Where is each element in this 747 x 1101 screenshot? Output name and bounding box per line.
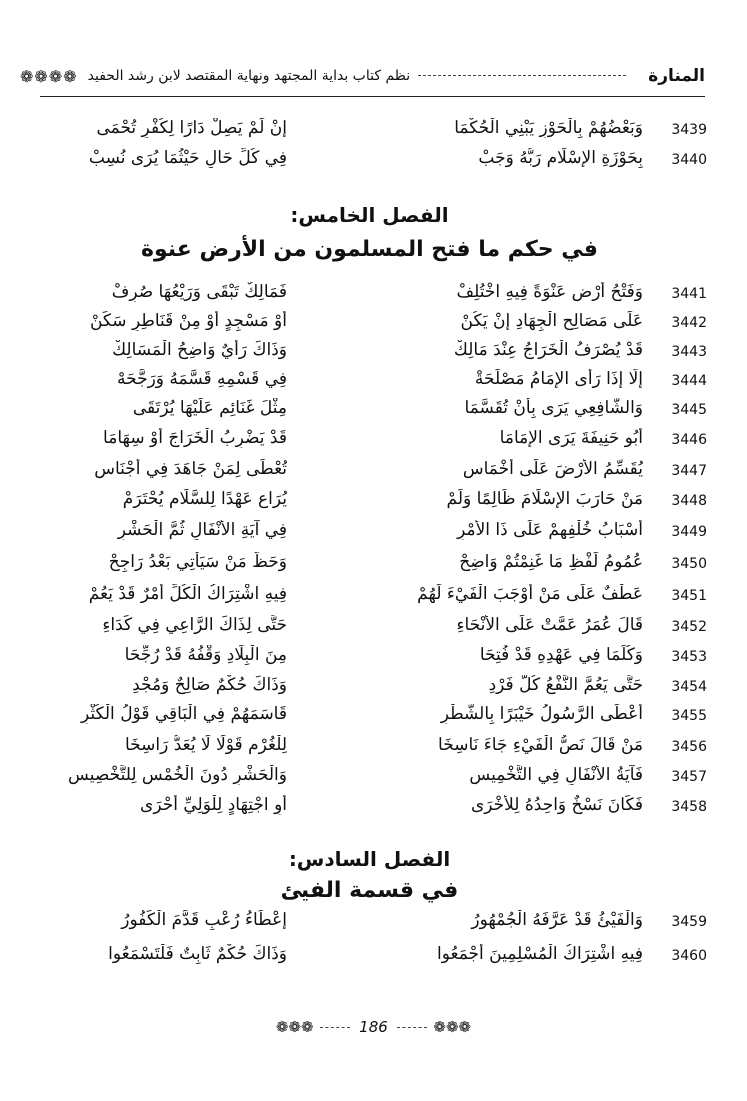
verse-first-hemistich: عَلَى مَصَالِحِ الْجِهَادِ إِنْ يَكُنْ (460, 311, 643, 331)
verse-number: 3451 (671, 588, 707, 604)
verse-row (32, 459, 707, 489)
verse-second-hemistich: أَوِ اجْتِهَادٍ لِلْوَلِيِّ أَحْرَى (140, 795, 287, 815)
verse-first-hemistich: أَسْبَابُ خُلْفِهِمْ عَلَى ذَا الأَمْرِ (457, 520, 643, 540)
verse-second-hemistich: وَالْحَشْرِ دُونَ الْخُمْسِ لِلتَّخْصِيسِ (68, 765, 287, 785)
verse-first-hemistich: يُقَسِّمُ الأَرْضَ عَلَى أَخْمَاسِ (462, 459, 643, 479)
verse-second-hemistich: فِي كُلِّ حَالٍ حَيْثُمَا يُرَى نُسِبْ (88, 148, 287, 168)
verse-first-hemistich: قَدْ يُصْرَفُ الْخَرَاجُ عِنْدَ مَالِكْ (453, 340, 643, 360)
verse-second-hemistich: وَذَاكَ حُكْمٌ ثَابِتٌ فَلْتَسْمَعُوا (108, 944, 287, 964)
verse-row (32, 584, 707, 614)
verse-second-hemistich: مِثْلَ غَنَائِمٍ عَلَيْهَا يُرْتَقَى (132, 398, 287, 418)
verse-row (32, 148, 707, 178)
verse-row (32, 398, 707, 428)
verse-row (32, 552, 707, 582)
verse-second-hemistich: لِلْغُرْمِ قَوْلًا لَا يُعَدُّ رَاسِخَا (124, 735, 287, 755)
verse-first-hemistich: فِيهِ اشْتِرَاكُ الْمُسْلِمِينَ أَجْمَعُوا (437, 944, 643, 964)
verse-number: 3455 (671, 708, 707, 724)
verse-first-hemistich: بِحَوْزَةِ الإِسْلَامِ رَبُّهُ وَجَبْ (478, 148, 643, 168)
verse-first-hemistich: وَكُلِّمَا فِي عَهْدِهِ قَدْ فُتِحَا (479, 645, 643, 665)
verse-first-hemistich: أَعْطَى الرَّسُولُ خَيْبَرًا بِالشَّطْرِ (440, 704, 643, 724)
verse-number: 3460 (671, 948, 707, 964)
book-title: المنارة (648, 66, 705, 86)
verse-row (32, 118, 707, 148)
verse-row (32, 704, 707, 734)
verse-second-hemistich: حَتَّى لِذَاكَ الرَّاعِي فِي كَدَاءِ (102, 615, 287, 635)
verse-row (32, 428, 707, 458)
verse-first-hemistich: وَالْفَيْئُ قَدْ عَرَّفَهُ الْجُمْهُورُ (471, 910, 643, 930)
verse-row (32, 944, 707, 974)
header-rule (40, 96, 705, 97)
verse-first-hemistich: فَآيَةُ الأَنْفَالِ فِي التَّخْمِيسِ (469, 765, 643, 785)
verse-number: 3444 (671, 373, 707, 389)
verse-row (32, 645, 707, 675)
verse-second-hemistich: يُرَاعِ عَهْدًا لِلسَّلَامِ يُحْتَرَمْ (122, 489, 287, 509)
section-5-title: الفصل الخامس: (290, 203, 449, 227)
verse-first-hemistich: إِلَّا إِذَا رَأَى الإِمَامُ مَصْلَحَةْ (474, 369, 643, 389)
verse-second-hemistich: وَذَاكَ حُكْمٌ صَالِحٌ وَمُجْدِ (132, 675, 287, 695)
verse-second-hemistich: قَاسَمَهُمْ فِي الْبَاقِي قَوْلُ الْكُثْرِ (80, 704, 287, 724)
verse-number: 3453 (671, 649, 707, 665)
verse-second-hemistich: وَذَاكَ رَأْيٌ وَاضِحُ الْمَسَالِكْ (112, 340, 287, 360)
verse-second-hemistich: أَوْ مَسْجِدٍ أَوْ مِنْ قَنَاطِرٍ سَكَنْ (89, 311, 287, 331)
verse-second-hemistich: فَمَالِكٌ تَبْقَى وَرَيْعُهَا صُرِفْ (111, 282, 287, 302)
section-5-subtitle: في حكم ما فتح المسلمون من الأرض عنوة (141, 237, 598, 262)
verse-number: 3440 (671, 152, 707, 168)
verse-row (32, 489, 707, 519)
verse-number: 3456 (671, 739, 707, 755)
verse-row (32, 311, 707, 341)
page-header (20, 58, 705, 94)
verse-row (32, 340, 707, 370)
verse-number: 3447 (671, 463, 707, 479)
verse-number: 3452 (671, 619, 707, 635)
verse-number: 3450 (671, 556, 707, 572)
verse-second-hemistich: إِعْطَاءُ رُعْبٍ قَدَّمَ الْكَفُورُ (121, 910, 287, 930)
verse-first-hemistich: عُمُومُ لَفْظِ مَا غَنِمْتُمْ وَاضِحْ (459, 552, 643, 572)
footer-left-ornament-icon: ❁❁❁ (275, 1018, 314, 1036)
footer-divider (320, 1027, 350, 1028)
verse-row (32, 615, 707, 645)
verse-row (32, 765, 707, 795)
verse-second-hemistich: فِيهِ اشْتِرَاكُ الْكُلِّ أَمْرٌ قَدْ يَعُمْ (88, 584, 287, 604)
verse-first-hemistich: وَالشَّافِعِي يَرَى بِأَنْ تُقَسَّمَا (464, 398, 643, 418)
verse-first-hemistich: حَتَّى يَعُمَّ النَّفْعُ كُلَّ فَرْدِ (488, 675, 643, 695)
verse-number: 3442 (671, 315, 707, 331)
verse-number: 3446 (671, 432, 707, 448)
verse-row (32, 795, 707, 825)
verse-row (32, 282, 707, 312)
verse-first-hemistich: أَبُو حَنِيفَةَ يَرَى الإِمَامَا (499, 428, 643, 448)
verse-number: 3454 (671, 679, 707, 695)
verse-number: 3449 (671, 524, 707, 540)
verse-first-hemistich: عَطْفٌ عَلَى مَنْ أَوْجَبَ الْفَيْءَ لَهُمْ (417, 584, 643, 604)
verse-second-hemistich: قَدْ يَضْرِبُ الْخَرَاجَ أَوْ سِهَامَا (103, 428, 287, 448)
verse-second-hemistich: إِنْ لَمْ يَصِلْ دَارًا لِكُفْرٍ تُحْمَى (96, 118, 287, 138)
verse-first-hemistich: مَنْ قَالَ نَصُّ الْفَيْءِ جَاءَ نَاسِخَا (438, 735, 643, 755)
verse-second-hemistich: وَحَظُّ مَنْ سَيَأْتِي بَعْدُ رَاجِحْ (108, 552, 287, 572)
book-subtitle: نظم كتاب بداية المجتهد ونهاية المقتصد لابن رشد الحفيد (87, 68, 411, 84)
verse-first-hemistich: وَبَعْضُهُمْ بِالْحَوْزِ يَبْنِي الْحُكْمَا (454, 118, 643, 138)
verse-second-hemistich: فِي قَسْمِهِ قَسَّمَهُ وَرَجَّحَهْ (117, 369, 287, 389)
verse-first-hemistich: مَنْ حَارَبَ الإِسْلَامَ ظَالِمًا وَلَمْ (446, 489, 643, 509)
verse-number: 3458 (671, 799, 707, 815)
footer-divider (397, 1027, 427, 1028)
footer-right-ornament-icon: ❁❁❁ (433, 1018, 472, 1036)
header-ornament-icon: ❁❁❁❁ (20, 66, 78, 86)
verse-row (32, 910, 707, 940)
verse-second-hemistich: فِي آيَةِ الأَنْفَالِ ثُمَّ الْحَشْرِ (117, 520, 287, 540)
verse-row (32, 675, 707, 705)
section-6-title: الفصل السادس: (288, 847, 451, 871)
verse-second-hemistich: مِنَ الْبِلَادِ وَقْفُهُ قَدْ رُجِّحَا (124, 645, 287, 665)
page-number: 186 (359, 1018, 388, 1036)
verse-number: 3448 (671, 493, 707, 509)
verse-first-hemistich: قَالَ عُمَرُ عَمَّتْ عَلَى الأَنْحَاءِ (456, 615, 643, 635)
header-divider (418, 75, 626, 78)
verse-row (32, 520, 707, 550)
verse-row (32, 369, 707, 399)
verse-number: 3439 (671, 122, 707, 138)
verse-number: 3441 (671, 286, 707, 302)
verse-number: 3459 (671, 914, 707, 930)
verse-number: 3457 (671, 769, 707, 785)
verse-number: 3445 (671, 402, 707, 418)
verse-row (32, 735, 707, 765)
verse-second-hemistich: تُعْطَى لِمَنْ جَاهَدَ فِي أَجْنَاسِ (94, 459, 287, 479)
page-footer (0, 1018, 747, 1036)
verse-first-hemistich: وَفَتْحُ أَرْضٍ عَنْوَةً فِيهِ اخْتُلِفْ (456, 282, 643, 302)
section-6-subtitle: في قسمة الفيئ (280, 878, 459, 903)
verse-first-hemistich: فَكَانَ نَسْخٌ وَاحِدُهُ لِلأُخْرَى (470, 795, 643, 815)
verse-number: 3443 (671, 344, 707, 360)
